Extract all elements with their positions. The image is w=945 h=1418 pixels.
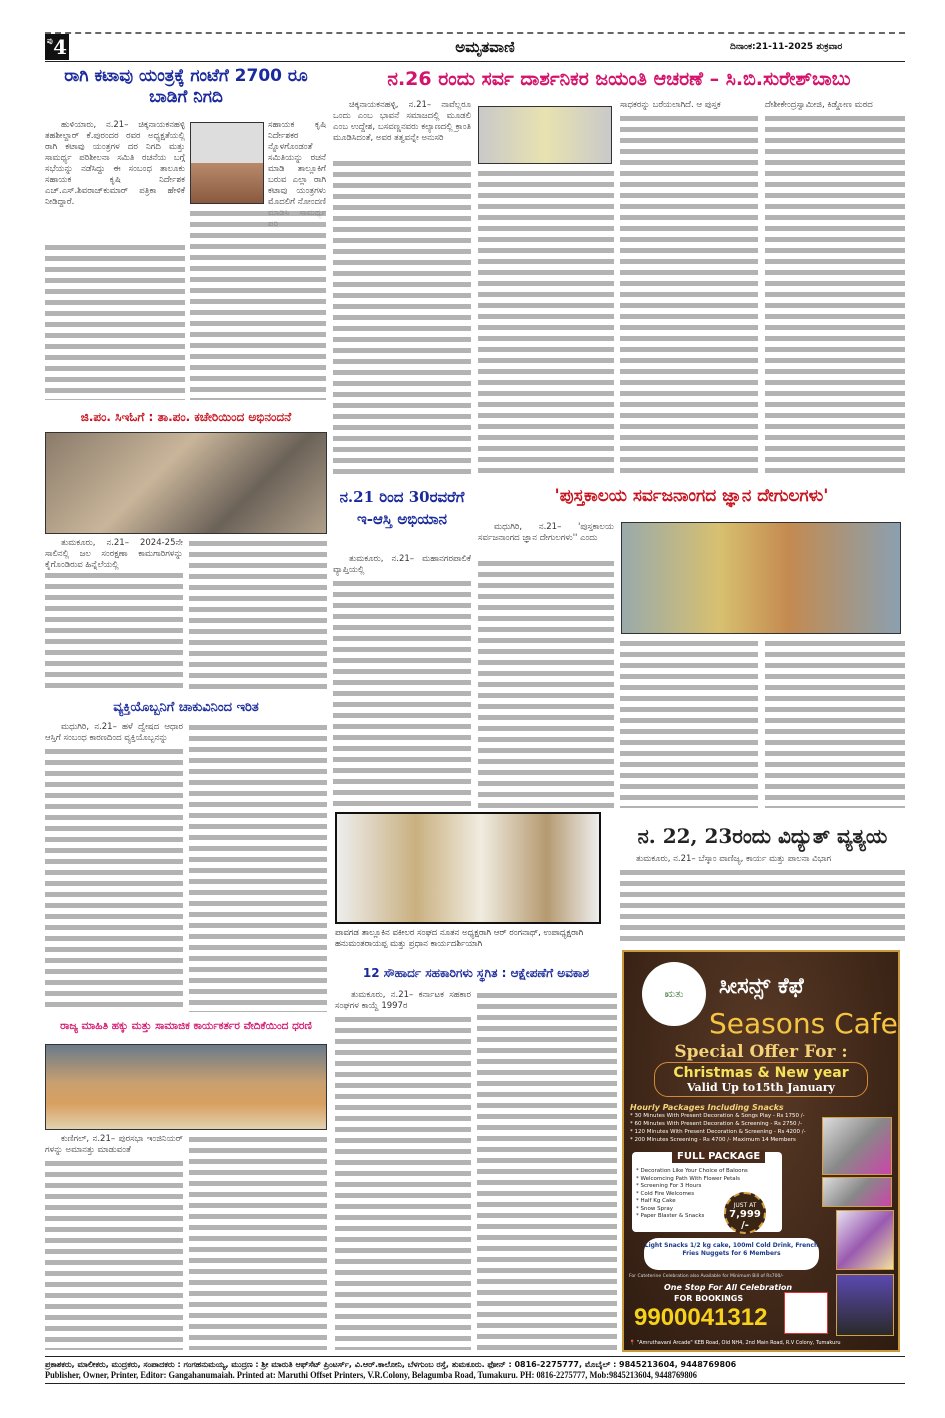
- main-col4-lead: ದೇಶೀಕೇಂದ್ರಸ್ವಾಮೀಜಿ, ಕಿಡ್ಡೋಣ ಮಠದ: [765, 100, 873, 110]
- zp-felicitation-photo: [45, 432, 327, 534]
- ragi-lead: ಹುಳಿಯಾರು, ನ.21– ಚಿಕ್ಕನಾಯಕನಹಳ್ಳಿ ತಹಶೀಲ್ದಾರ್ ಕೆ.ಪುರಂದರ ರವರ ಅಧ್ಯಕ್ಷತೆಯಲ್ಲಿ ರಾಗಿ ಕಟಾವು ಯಂತ್ರಗಳ ದರ ನಿಗದಿ ಮತ್ತು ಸಾಮರ್ಥ್ಯ ಪರಿಶೀಲನಾ ಸಮಿತಿ ರಚನೆಯ ಬಗ್ಗೆ ಸಭೆಯನ್ನು ನಡೆಸಿದ್ದು ಈ ಸಂಬಂಧ ತಾಲೂಕು ಸಹಾಯಕ ಕೃಷಿ ನಿರ್ದೇಶಕ ಎಚ್.ಎಸ್.ಶಿವರಾಜ್‌ಕುಮಾರ್ ಪತ್ರಿಕಾ ಹೇಳಿಕೆ ನೀಡಿದ್ದಾರೆ.: [45, 120, 185, 207]
- main-body-3: [620, 113, 758, 478]
- zp-body-2: [189, 538, 327, 692]
- ad-title-english: Seasons Cafe: [709, 1007, 898, 1040]
- easthi-headline: ನ.21 ರಿಂದ 30ರವರೆಗೆ ಇ-ಆಸ್ತಿ ಅಭಿಯಾನ: [339, 488, 465, 528]
- ad-price-badge: JUST AT 7,999 /-: [724, 1192, 766, 1234]
- zp-body: [45, 570, 183, 692]
- rti-headline: ರಾಜ್ಯ ಮಾಹಿತಿ ಹಕ್ಕು ಮತ್ತು ಸಾಮಾಜಿಕ ಕಾರ್ಯಕರ್ತರ ವೇದಿಕೆಯಿಂದ ಧರಣಿ: [60, 1020, 312, 1032]
- top-rule: [45, 32, 905, 34]
- knife-body: [45, 746, 183, 1012]
- main-col3-lead: ಸಾಧಕರನ್ನು ಬರೆಯಲಾಗಿದೆ. ಆ ಪುಸ್ತಕ: [620, 100, 721, 110]
- ad-tagline: One Stop For All Celebration: [664, 1283, 793, 1292]
- footer-bottom-rule: [45, 1383, 905, 1384]
- ad-theatre-photo: [822, 1177, 892, 1207]
- ad-balloon-photo: [836, 1210, 894, 1270]
- main-lead: ಚಿಕ್ಕನಾಯಕನಹಳ್ಳಿ, ನ.21– ನಾವೆಲ್ಲರೂ ಒಂದು ಎಂಬ ಭಾವನೆ ಸಮಾಜದಲ್ಲಿ ಮೂಡಲಿ ಎಂಬ ಉದ್ದೇಶ, ಬಸವಣ್ಣನವರು ಕಲ್ಯಾಣದಲ್ಲಿ ಕ್ರಾಂತಿ ಮೂಡಿಸಿದಂತೆ, ಅವರ ತತ್ವವನ್ನೇ ಅನುಸರಿ: [333, 100, 471, 143]
- seasons-cafe-advertisement: [622, 950, 900, 1352]
- footer-imprint-kannada: ಪ್ರಕಾಶಕರು, ಮಾಲೀಕರು, ಮುದ್ರಕರು, ಸಂಪಾದಕರು : ಗಂಗಹನುಮಯ್ಯ, ಮುದ್ರಣ : ಶ್ರೀ ಮಾರುತಿ ಆಫ್‌ಸೆಟ್ ಪ್ರಿಂಟರ್ಸ್, ವಿ.ಆರ್.ಕಾಲೋನಿ, ಬೆಳಗುಂಬ ರಸ್ತೆ, ತುಮಕೂರು. ಫೋನ್ : 0816-2275777, ಮೊಬೈಲ್ : 9845213604, 9448769806: [45, 1360, 737, 1369]
- location-pin-icon: 📍: [629, 1340, 636, 1346]
- ad-special-offer: Special Offer For :: [674, 1042, 848, 1062]
- knife-lead: ಮಧುಗಿರಿ, ನ.21– ಹಳೆ ದ್ವೇಷದ ಆಧಾರ ಆಸ್ತಿಗೆ ಸಂಬಂಧ ಕಾರಣದಿಂದ ವ್ಯಕ್ತಿಯೊಬ್ಬನನ್ನು: [45, 722, 183, 743]
- ad-address: 📍 "Amruthavani Arcade" KEB Road, Old NH4, 2nd Main Road, R.V Colony, Tumakuru: [629, 1340, 841, 1346]
- ad-phone-number: 9900041312: [634, 1304, 768, 1331]
- library-body: [478, 558, 614, 808]
- library-lead: ಮಧುಗಿರಿ, ನ.21– 'ಪುಸ್ತಕಾಲಯ ಸರ್ವಜನಾಂಗದ ಜ್ಞಾನ ದೇಗುಲಗಳು'' ಎಂದು: [478, 522, 614, 543]
- main-body-4: [765, 113, 905, 478]
- souharda-body: [335, 1014, 471, 1350]
- knife-body-2: [189, 722, 327, 1012]
- main-headline: ನ.26 ರಂದು ಸರ್ವ ದಾರ್ಶನಿಕರ ಜಯಂತಿ ಆಚರಣೆ – ಸಿ.ಬಿ.ಸುರೇಶ್‌ಬಾಬು: [387, 68, 851, 90]
- page-number-badge: [45, 34, 69, 60]
- lawyers-photo-caption: ಪಾವಗಡ ತಾಲ್ಲೂಕಿನ ವಕೀಲರ ಸಂಘದ ನೂತನ ಅಧ್ಯಕ್ಷರಾಗಿ ಆರ್ ರಂಗನಾಥ್, ಉಪಾಧ್ಯಕ್ಷರಾಗಿ ಹನುಮಂತರಾಯಪ್ಪ ಮತ್ತು ಪ್ರಧಾನ ಕಾರ್ಯದರ್ಶಿಯಾಗಿ: [335, 928, 584, 949]
- lawyers-association-photo: [335, 812, 601, 924]
- qr-code-icon: [784, 1292, 828, 1334]
- knife-headline: ವ್ಯಕ್ತಿಯೊಬ್ಬನಿಗೆ ಚಾಕುವಿನಿಂದ ಇರಿತ: [113, 700, 259, 715]
- masthead: ಅಮೃತವಾಣಿ: [455, 38, 515, 56]
- souharda-headline: 12 ಸೌಹಾರ್ದ ಸಹಕಾರಿಗಳು ಸ್ಥಗಿತ : ಆಕ್ಷೇಪಣೆಗೆ ಅವಕಾಶ: [362, 966, 590, 980]
- ad-venue-photo: [822, 1117, 892, 1175]
- main-photo: [478, 106, 612, 164]
- ragi-body: [45, 242, 185, 400]
- page-prefix: ಪು: [47, 36, 53, 45]
- library-body-3: [765, 638, 905, 808]
- ragi-person-photo: [190, 122, 264, 204]
- footer-imprint-english: Publisher, Owner, Printer, Editor: Gangahanumaiah. Printed at: Maruthi Offset Printers, V.R.Colony, Belagumba Road, Tumakuru. PH: 0816-2275777, Mob:9845213604, 9448769806: [45, 1370, 697, 1380]
- rti-body-2: [189, 1134, 327, 1350]
- main-body: [333, 158, 471, 478]
- ad-caterer-note: For Cateterine Celebration also Available for Minimum Bill of Rs700/-: [629, 1274, 784, 1279]
- easthi-lead: ತುಮಕೂರು, ನ.21– ಮಹಾನಗರಪಾಲಿಕೆ ವ್ಯಾಪ್ತಿಯಲ್ಲಿ: [333, 554, 471, 575]
- zp-lead: ತುಮಕೂರು, ನ.21– 2024-25ನೇ ಸಾಲಿನಲ್ಲಿ ಜಲ ಸಂರಕ್ಷಣಾ ಕಾಮಗಾರಿಗಳನ್ನು ಕೈಗೊಂಡಿರುವ ಹಿನ್ನೆಲೆಯಲ್ಲಿ: [45, 538, 183, 570]
- ad-arch-photo: [836, 1274, 894, 1336]
- souharda-lead: ತುಮಕೂರು, ನ.21– ಕರ್ನಾಟಕ ಸಹಕಾರ ಸಂಘಗಳ ಕಾಯ್ದೆ 1997ರ: [335, 990, 471, 1011]
- ad-title-kannada: ಸೀಸನ್ಸ್ ಕೆಫೆ: [719, 974, 804, 999]
- main-body-2: [478, 168, 614, 478]
- ad-full-package: FULL PACKAGE * Decoration Like Your Choice of Baloons * Welcomcing Path With Flower Petals * Screening For 3 Hours * Cold Fire Welcomes * Half Kg Cake * Snow Spray * Paper Blaster & Snacks: [632, 1152, 782, 1232]
- easthi-body: [333, 578, 471, 806]
- rti-protest-photo: [45, 1044, 327, 1130]
- ragi-headline: ರಾಗಿ ಕಟಾವು ಯಂತ್ರಕ್ಕೆ ಗಂಟೆಗೆ 2700 ರೂ ಬಾಡಿಗೆ ನಿಗದಿ: [64, 66, 308, 108]
- cafe-logo: ಋತು: [642, 962, 706, 1026]
- ad-validity: Valid Up to15th January: [687, 1081, 835, 1094]
- library-photo: [621, 522, 901, 634]
- issue-date: ದಿನಾಂಕ:21-11-2025 ಶುಕ್ರವಾರ: [730, 42, 843, 52]
- power-headline: ನ. 22, 23ರಂದು ವಿದ್ಯುತ್ ವ್ಯತ್ಯಯ: [637, 824, 888, 848]
- footer-rule: [45, 1356, 905, 1357]
- ad-hourly-packages: Hourly Packages Including Snacks * 30 Minutes With Present Decoration & Songs Play - Rs 1750 /- * 60 Minutes With Present Decoration & Screening - Rs 2750 /- * 120 Minutes With Present Decoration & Screening - Rs 4200 /- * 200 Minutes Screening - Rs 4700 /- Maximum 14 Members: [630, 1103, 806, 1143]
- ad-occasion: Christmas & New year: [673, 1065, 849, 1081]
- ragi-body-2: [190, 208, 326, 400]
- page-number: 4: [53, 35, 67, 59]
- souharda-body-2: [477, 990, 617, 1350]
- library-body-2: [620, 638, 758, 808]
- power-lead: ತುಮಕೂರು, ನ.21– ಬೆಸ್ಕಾಂ ವಾಣಿಜ್ಯ, ಕಾರ್ಯ ಮತ್ತು ಪಾಲನಾ ವಿಭಾಗ: [636, 854, 832, 864]
- rti-lead: ಕುಣಿಗಲ್, ನ.21– ಪುರಸಭಾ ಇಂಜಿನಿಯರ್ ಗಳನ್ನು ಅಮಾನತ್ತು ಮಾಡುವಂತೆ: [45, 1134, 183, 1155]
- library-headline: 'ಪುಸ್ತಕಾಲಯ ಸರ್ವಜನಾಂಗದ ಜ್ಞಾನ ದೇಗುಲಗಳು': [554, 486, 829, 506]
- ad-snacks: Light Snacks 1/2 kg cake, 100ml Cold Drink, French Fries Nuggets for 6 Members: [644, 1238, 819, 1270]
- ragi-side-text: ಸಹಾಯಕ ಕೃಷಿ ನಿರ್ದೇಶಕರ ನ್ನೊಳಗೊಂಡಂತೆ ಸಮಿತಿಯನ್ನು ರಚನೆ ಮಾಡಿ ತಾಲ್ಲೂಕಿಗೆ ಬರುವ ಎಲ್ಲಾ ರಾಗಿ ಕಟಾವು ಯಂತ್ರಗಳು ಮೊದಲಿಗೆ ನೋಂದಣಿ: [268, 120, 326, 207]
- zp-headline: ಜಿ.ಪಂ. ಸಿಇಓಗೆ : ತಾ.ಪಂ. ಕಚೇರಿಯಿಂದ ಅಭಿನಂದನೆ: [80, 410, 292, 424]
- ad-occasion-box: [654, 1062, 868, 1097]
- power-body: [620, 867, 905, 943]
- rti-body: [45, 1158, 183, 1350]
- header-rule: [45, 61, 905, 62]
- ad-bookings-label: FOR BOOKINGS: [674, 1294, 744, 1303]
